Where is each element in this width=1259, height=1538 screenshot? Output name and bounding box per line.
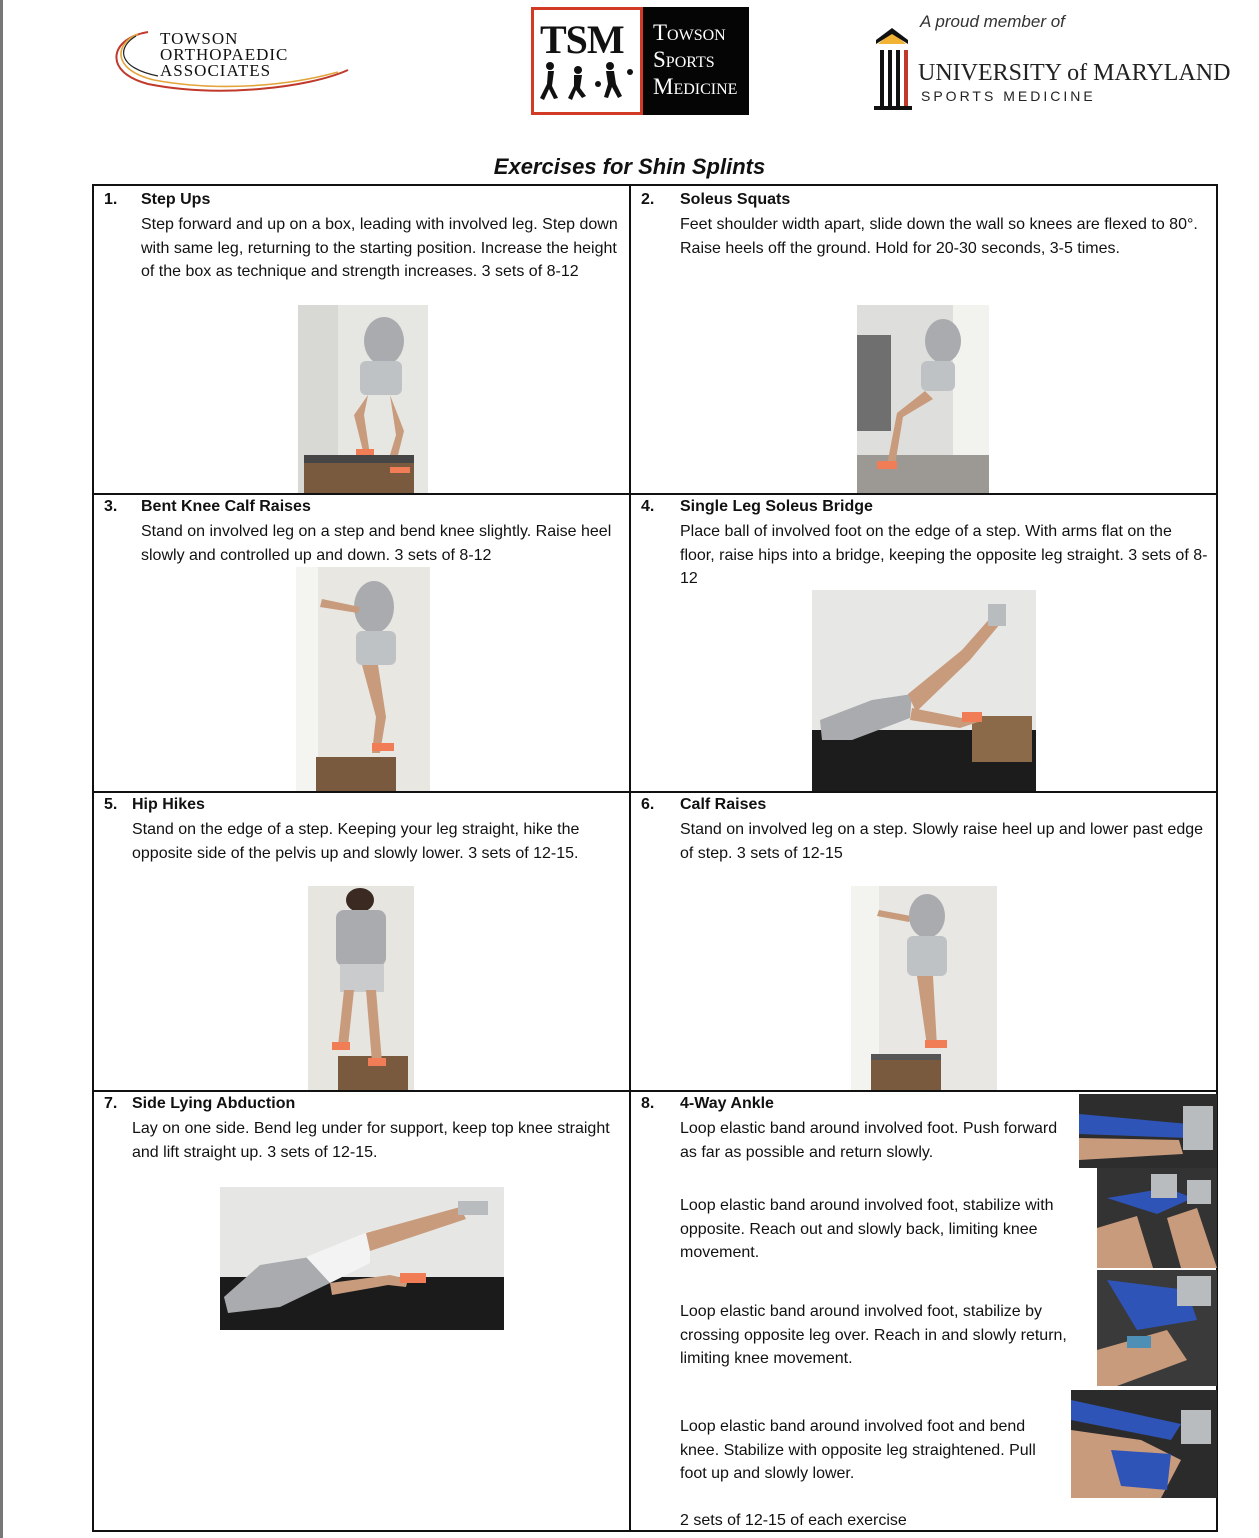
exercise-cell-soleus-squats [631,186,1218,493]
exercise-description: Lay on one side. Bend leg under for support, keep top knee straight and lift straight up. 3 sets of 12-15. [132,1120,610,1161]
ankle-photo-3 [1097,1270,1217,1386]
um-tagline: A proud member of [920,12,1065,31]
tsm-wordmark [643,7,749,115]
toa-line-1: TOWSON [160,29,239,48]
tsm-line-1: Towson [653,20,726,45]
exercise-grid [92,184,1218,1532]
tsm-line-2: Sports [653,47,715,72]
exercise-number: 8. [641,1095,655,1112]
page-edge-line [0,0,3,1538]
exercise-cell-side-lying-abduction [94,1092,629,1532]
exercise-cell-hip-hikes [94,793,629,1090]
soleus-squats-photo [857,305,989,493]
exercise-number: 6. [641,796,655,813]
ankle-photo-1 [1079,1094,1217,1168]
ankle-step-1-text: Loop elastic band around involved foot. Push forward as far as possible and return slowly. [680,1120,1058,1161]
tsm-mark [531,7,643,115]
university-of-maryland-logo [868,8,1231,118]
tsm-line-3: Medicine [653,74,738,99]
exercise-cell-calf-raises [631,793,1218,1090]
exercise-name: Single Leg Soleus Bridge [680,498,873,515]
exercise-number: 3. [104,498,118,515]
calf-raises-photo [851,886,997,1090]
athletes-icon [538,60,638,110]
step-ups-photo [298,305,428,493]
exercise-name: Side Lying Abduction [132,1095,296,1112]
ankle-footer-text: 2 sets of 12-15 of each exercise [680,1512,907,1529]
exercise-description: Stand on involved leg on a step. Slowly raise heel up and lower past edge of step. 3 sets of 12-15 [680,821,1204,862]
hip-hikes-photo [308,886,414,1090]
exercise-name: Bent Knee Calf Raises [141,498,311,515]
exercise-description: Place ball of involved foot on the edge of a step. With arms flat on the floor, raise hips into a bridge, keeping the opposite leg straight. 3 sets of 8-12 [680,523,1208,587]
exercise-number: 5. [104,796,118,813]
exercise-name: Soleus Squats [680,191,791,208]
exercise-description: Stand on involved leg on a step and bend knee slightly. Raise heel slowly and controlled up and down. 3 sets of 8-12 [141,523,612,564]
um-subtitle: SPORTS MEDICINE [921,88,1096,104]
exercise-number: 4. [641,498,655,515]
dome-icon [872,26,918,116]
ankle-step-3-text: Loop elastic band around involved foot, stabilize by crossing opposite leg over. Reach in and slowly return, limiting knee movement. [680,1303,1067,1367]
ankle-step-4-text: Loop elastic band around involved foot and bend knee. Stabilize with opposite leg straightened. Pull foot up and slowly lower. [680,1418,1036,1482]
towson-orthopaedic-logo [108,26,358,96]
exercise-name: 4-Way Ankle [680,1095,774,1112]
document-title: Exercises for Shin Splints [493,154,766,179]
exercise-number: 7. [104,1095,118,1112]
towson-sports-medicine-logo [531,7,749,115]
exercise-number: 1. [104,191,118,208]
ankle-step-2-text: Loop elastic band around involved foot, stabilize with opposite. Reach out and slowly back, limiting knee movement. [680,1197,1054,1261]
exercise-description: Feet shoulder width apart, slide down the wall so knees are flexed to 80°. Raise heels off the ground. Hold for 20-30 seconds, 3-5 times. [680,216,1198,257]
bent-knee-calf-raises-photo [296,567,430,791]
exercise-cell-bent-knee-calf-raises [94,495,629,791]
toa-line-3: ASSOCIATES [160,61,272,80]
tsm-abbr: TSM [540,17,624,62]
exercise-cell-4-way-ankle [631,1092,1218,1532]
exercise-name: Calf Raises [680,796,767,813]
um-name: UNIVERSITY of MARYLAND [918,60,1231,86]
single-leg-soleus-bridge-photo [812,590,1036,791]
exercise-description: Step forward and up on a box, leading with involved leg. Step down with same leg, returning to the starting position. Increase the height of the box as technique and strength increases. 3 sets of 8-12 [141,216,618,280]
ankle-photo-2 [1097,1168,1217,1268]
exercise-description: Stand on the edge of a step. Keeping your leg straight, hike the opposite side of the pelvis up and slowly lower. 3 sets of 12-15. [132,821,580,862]
side-lying-abduction-photo [220,1187,504,1330]
toa-line-2: ORTHOPAEDIC [160,45,289,64]
exercise-number: 2. [641,191,655,208]
exercise-cell-step-ups [94,186,629,493]
ankle-photo-4 [1071,1390,1217,1498]
exercise-cell-single-leg-soleus-bridge [631,495,1218,791]
exercise-name: Hip Hikes [132,796,205,813]
exercise-name: Step Ups [141,191,211,208]
